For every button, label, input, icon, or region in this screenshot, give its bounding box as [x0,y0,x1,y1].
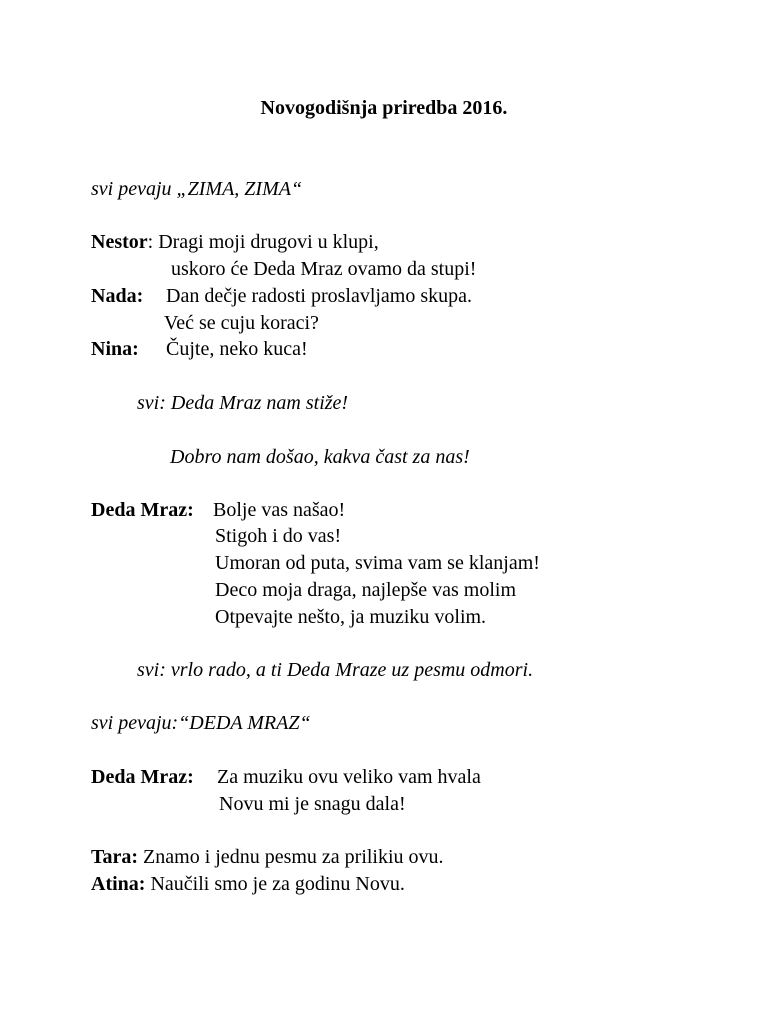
chorus-dobro-nam-dosao: Dobro nam došao, kakva čast za nas! [170,446,470,468]
speaker-nestor: Nestor [91,231,148,253]
speaker-nada: Nada: [91,285,144,307]
stage-direction-deda-mraz: svi pevaju:“DEDA MRAZ“ [91,712,311,734]
deda1-verse-3: Umoran od puta, svima vam se klanjam! [215,552,540,574]
nada-verse-1: Dan dečje radosti proslavljamo skupa. [166,285,473,307]
deda2-verse-2: Novu mi je snagu dala! [219,793,406,815]
tara-line [91,845,444,869]
stage-direction-zima: svi pevaju „ZIMA, ZIMA“ [91,178,303,200]
nada-verse-2: Već se cuju koraci? [164,312,319,334]
tara-verse-1: Znamo i jednu pesmu za prilikiu ovu. [143,846,444,868]
speaker-tara: Tara: [91,846,139,868]
nina-verse-1: Čujte, neko kuca! [166,338,308,360]
speaker-nina: Nina: [91,338,139,360]
deda2-verse-1: Za muziku ovu veliko vam hvala [217,766,481,788]
deda1-verse-4: Deco moja draga, najlepše vas molim [215,579,517,601]
nestor-colon: : [147,231,159,253]
deda1-verse-5: Otpevajte nešto, ja muziku volim. [215,606,487,628]
nestor-line [91,230,379,254]
chorus-deda-mraz-stize: svi: Deda Mraz nam stiže! [137,392,349,414]
chorus-vrlo-rado: svi: vrlo rado, a ti Deda Mraze uz pesmu odmori. [137,659,534,681]
atina-line [91,872,405,896]
speaker-atina: Atina: [91,873,146,895]
speaker-deda-mraz-1: Deda Mraz: [91,499,194,521]
deda1-verse-1: Bolje vas našao! [213,499,346,521]
atina-verse-1: Naučili smo je za godinu Novu. [150,873,405,895]
deda1-verse-2: Stigoh i do vas! [215,525,342,547]
page-title: Novogodišnja priredba 2016. [260,97,508,119]
nestor-verse-1: Dragi moji drugovi u klupi, [158,231,379,253]
nestor-verse-2: uskoro će Deda Mraz ovamo da stupi! [171,258,477,280]
speaker-deda-mraz-2: Deda Mraz: [91,766,194,788]
